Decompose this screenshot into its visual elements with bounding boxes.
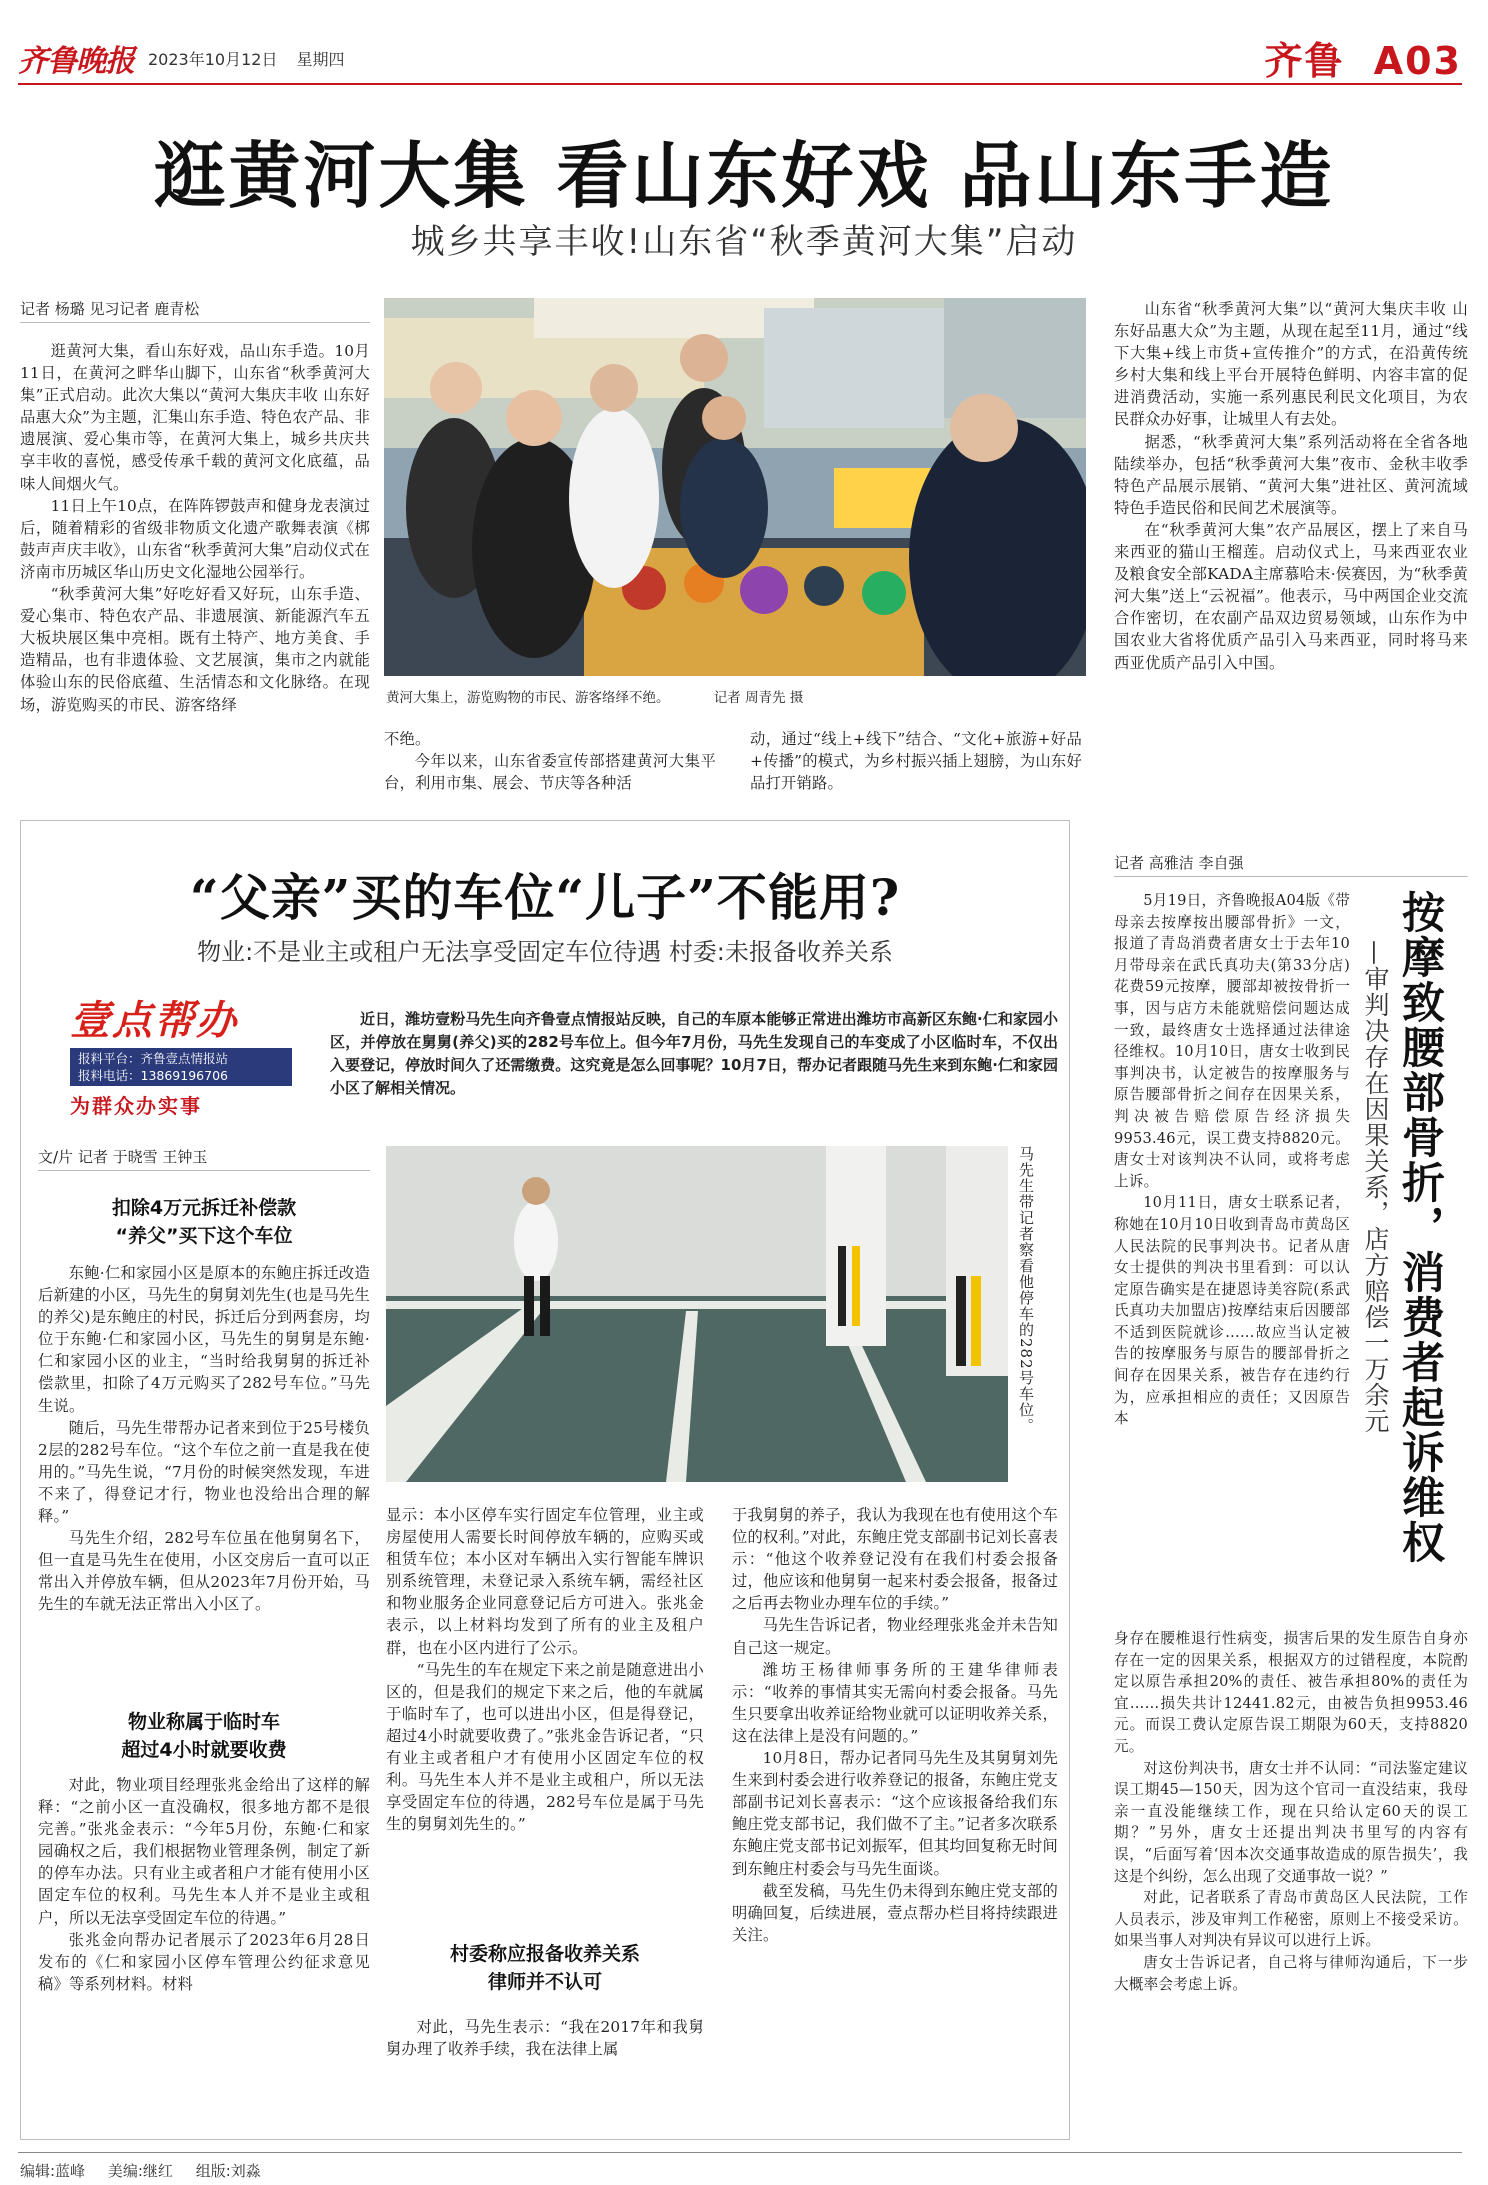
lead-photo-credit: 记者 周青先 摄 bbox=[713, 690, 804, 706]
parking-col2 bbox=[386, 1504, 704, 1835]
parking-sub1-line1: 扣除4万元拆迁补偿款 bbox=[111, 1197, 297, 1219]
massage-narrow bbox=[1114, 890, 1350, 1430]
parking-sub2-line2: 超过4小时就要收费 bbox=[121, 1739, 287, 1761]
footer-credits bbox=[20, 2160, 261, 2181]
parking-sub1 bbox=[38, 1194, 370, 1250]
lead-col1-p2: 11日上午10点，在阵阵锣鼓声和健身龙表演过后，随着精彩的省级非物质文化遗产歌舞表演《梆鼓声声庆丰收》，山东省“秋季黄河大集”启动仪式在济南市历城区华山历史文化湿地公园举行。 bbox=[20, 496, 370, 581]
parking-col2b-p1: 对此，马先生表示：“我在2017年和我舅舅办理了收养手续，我在法律上属 bbox=[386, 2018, 704, 2059]
masthead-date bbox=[148, 47, 345, 70]
parking-photo bbox=[386, 1146, 1008, 1482]
lead-col2-p1: 不绝。 bbox=[384, 730, 431, 748]
massage-narrow-p2: 10月11日，唐女士联系记者，称她在10月10日收到青岛市黄岛区人民法院的民事判决书。记者从唐女士提供的判决书里看到：可以认定原告确实是在捷恩诗美容院(系武氏真功夫加盟店)按摩结束后因腰部不适到医院就诊……故应当认定被告的按摩服务与原告的腰部骨折之间存在因果关系，被告存在违约行为，应承担相应的责任；又因原告本 bbox=[1114, 1194, 1350, 1428]
lead-col4 bbox=[1114, 298, 1468, 674]
parking-sub2 bbox=[38, 1708, 370, 1764]
parking-col3-p4: 10月8日，帮办记者同马先生及其舅舅刘先生来到村委会进行收养登记的报备，东鲍庄党支部副书记刘长喜表示：“这个应该报备给我们东鲍庄党支部书记，我们做不了主。”记者多次联系东鲍庄党支部书记刘振军，但其均回复称无时间到东鲍庄村委会与马先生面谈。 bbox=[732, 1749, 1058, 1878]
parking-sub3-line1: 村委称应报备收养关系 bbox=[449, 1943, 640, 1965]
massage-byline: 记者 高雅洁 李自强 bbox=[1114, 854, 1244, 872]
bangban-report-platform: 报料平台：齐鲁壹点情报站 bbox=[78, 1051, 229, 1066]
parking-sub3-line2: 律师并不认可 bbox=[487, 1971, 602, 1993]
page-number: A03 bbox=[1373, 39, 1462, 83]
section-name: 齐鲁 bbox=[1264, 39, 1345, 83]
massage-wide-p3: 对此，记者联系了青岛市黄岛区人民法院，工作人员表示，涉及审判工作秘密，原则上不接受采访。如果当事人对判决有异议可以进行上诉。 bbox=[1114, 1889, 1468, 1950]
massage-wide-p2: 对这份判决书，唐女士并不认同：“司法鉴定建议误工期45—150天，因为这个官司一直没结束，我母亲一直没能继续工作，现在只给认定60天的误工期？”另外，唐女士还提出判决书里写的内容有误，“后面写着‘因本次交通事故造成的原告损失’，我这是个纠纷，怎么出现了交通事故一说？” bbox=[1114, 1759, 1468, 1885]
parking-col1a-p3: 马先生介绍，282号车位虽在他舅舅名下，但一直是马先生在使用，小区交房后一直可以正常出入并停放车辆，但从2023年7月份开始，马先生的车就无法正常出入小区了。 bbox=[38, 1529, 370, 1614]
parking-col3-p3: 潍坊王杨律师事务所的王建华律师表示：“收养的事情其实无需向村委会报备。马先生只要拿出收养证给物业就可以证明收养关系，这在法律上是没有问题的。” bbox=[732, 1660, 1058, 1745]
parking-headline: “父亲”买的车位“儿子”不能用? bbox=[189, 868, 901, 927]
parking-col1a-p2: 随后，马先生带帮办记者来到位于25号楼负2层的282号车位。“这个车位之前一直是我在使用的。”马先生说，“7月份的时候突然发现，车进不来了，得登记才行，物业也没给出合理的解释。” bbox=[38, 1418, 370, 1526]
footer-editor: 编辑:蓝峰 bbox=[20, 2162, 86, 2180]
lead-col4-p3: 在“秋季黄河大集”农产品展区，摆上了来自马来西亚的猫山王榴莲。启动仪式上，马来西亚农业及粮食安全部KADA主席慕哈末·侯赛因，为“秋季黄河大集”送上“云祝福”。他表示，马中两国企业交流合作密切，在农副产品双边贸易领域，山东作为中国农业大省将优质产品引入马来西亚，同时将马来西亚优质产品引入中国。 bbox=[1114, 520, 1468, 672]
lead-headline: 逛黄河大集 看山东好戏 品山东手造 bbox=[153, 133, 1335, 218]
lead-byline-rule bbox=[20, 322, 370, 323]
massage-wide bbox=[1114, 1628, 1468, 1995]
lead-byline: 记者 杨璐 见习记者 鹿青松 bbox=[20, 300, 200, 318]
lead-col1 bbox=[20, 340, 370, 716]
lead-col1-p1: 逛黄河大集，看山东好戏，品山东手造。10月11日，在黄河之畔华山脚下，山东省“秋季黄河大集”正式启动。此次大集以“黄河大集庆丰收 山东好品惠大众”为主题，汇集山东手造、特色农产品、非遗展演、爱心集市等，在黄河大集上，城乡共庆共享丰收的喜悦，感受传承千载的黄河文化底蕴，品味人间烟火气。 bbox=[20, 342, 370, 493]
lead-col4-p2: 据悉，“秋季黄河大集”系列活动将在全省各地陆续举办，包括“秋季黄河大集”夜市、金秋丰收季特色产品展示展销、“黄河大集”进社区、黄河流域特色手造民俗和民间艺术展演等。 bbox=[1114, 432, 1468, 517]
lead-photo bbox=[384, 298, 1086, 676]
massage-wide-p1: 身存在腰椎退行性病变，损害后果的发生原告自身亦存在一定的因果关系，根据双方的过错程度，本院酌定以原告承担20%的责任、被告承担80%的责任为宜……损失共计12441.82元，由被告负担9953.46元。而误工费认定原告误工期限为60天，支持8820元。 bbox=[1114, 1630, 1468, 1755]
lead-col3 bbox=[750, 728, 1082, 794]
massage-byline-rule bbox=[1114, 876, 1468, 877]
lead-col1-p3: “秋季黄河大集”好吃好看又好玩，山东手造、爱心集市、特色农产品、非遗展演、新能源汽车五大板块展区集中亮相。既有土特产、地方美食、手造精品，也有非遗体验、文艺展演，集市之内就能体验山东的民俗底蕴、生活情态和文化脉络。在现场，游览购买的市民、游客络绎 bbox=[20, 585, 370, 714]
bangban-slogan: 为群众办实事 bbox=[70, 1094, 202, 1118]
parking-col1a-p1: 东鲍·仁和家园小区是原本的东鲍庄拆迁改造后新建的小区，马先生的舅舅刘先生(也是马先生的养父)是东鲍庄的村民，拆迁后分到两套房，均位于东鲍·仁和家园小区，马先生的舅舅是东鲍·仁和家园小区的业主，“当时给我舅舅的拆迁补偿款里，扣除了4万元购买了282号车位。”马先生说。 bbox=[38, 1264, 370, 1415]
parking-byline-rule bbox=[38, 1170, 370, 1171]
lead-col2-p2: 今年以来，山东省委宣传部搭建黄河大集平台，利用市集、展会、节庆等各种活 bbox=[384, 752, 716, 793]
bangban-logo bbox=[70, 998, 310, 1126]
bangban-logo-banner bbox=[70, 1048, 292, 1086]
parking-sub1-line2: “养父”买下这个车位 bbox=[115, 1225, 293, 1247]
footer-layout: 组版:刘淼 bbox=[195, 2162, 261, 2180]
parking-sub3 bbox=[386, 1940, 704, 1996]
lead-col3-p1: 动，通过“线上+线下”结合、“文化+旅游+好品+传播”的模式，为乡村振兴插上翅膀，为山东好品打开销路。 bbox=[750, 730, 1082, 793]
parking-col3-p1: 于我舅舅的养子，我认为我现在也有使用这个车位的权利。”对此，东鲍庄党支部副书记刘长喜表示：“他这个收养登记没有在我们村委会报备过，他应该和他舅舅一起来村委会报备，报备过之后再去物业办理车位的手续。” bbox=[732, 1506, 1058, 1613]
parking-byline: 文/片 记者 于晓雪 王钟玉 bbox=[38, 1148, 208, 1166]
lead-col2 bbox=[384, 728, 716, 794]
parking-col3-p5: 截至发稿，马先生仍未得到东鲍庄党支部的明确回复，后续进展，壹点帮办栏目将持续跟进关注。 bbox=[732, 1881, 1058, 1944]
parking-intro: 近日，潍坊壹粉马先生向齐鲁壹点情报站反映，自己的车原本能够正常进出潍坊市高新区东鲍·仁和家园小区，并停放在舅舅(养父)买的282号车位上。但今年7月份，马先生发现自己的车变成了小区临时车，不仅出入要登记，停放时间久了还需缴费。这究竟是怎么回事呢？10月7日，帮办记者跟随马先生来到东鲍·仁和家园小区了解相关情况。 bbox=[330, 1010, 1058, 1097]
footer-art-editor: 美编:继红 bbox=[107, 2162, 173, 2180]
section-label bbox=[1264, 30, 1462, 85]
lead-photo-caption bbox=[386, 686, 1086, 706]
parking-photo-caption: 马先生带记者察看他停车的282号车位。 bbox=[1017, 1146, 1035, 1434]
parking-col1b bbox=[38, 1774, 370, 1995]
parking-col2-p1: 显示：本小区停车实行固定车位管理，业主或房屋使用人需要长时间停放车辆的，应购买或租赁车位；本小区对车辆出入实行智能车牌识别系统管理，未登记录入系统车辆，需经社区和物业服务企业同意登记后方可进入。张兆金表示，以上材料均发到了所有的业主及租户群，也在小区内进行了公示。 bbox=[386, 1506, 704, 1657]
parking-col3-p2: 马先生告诉记者，物业经理张兆金并未告知自己这一规定。 bbox=[732, 1616, 1058, 1657]
lead-col4-p1: 山东省“秋季黄河大集”以“黄河大集庆丰收 山东好品惠大众”为主题，从现在起至11月，通过“线下大集+线上市货+宣传推介”的方式，在沿黄传统乡村大集和线上平台开展特色鲜明、内容丰富的促进消费活动，实施一系列惠民利民文化项目，为农民群众办好事，让城里人有去处。 bbox=[1114, 300, 1468, 429]
parking-col2-p2: “马先生的车在规定下来之前是随意进出小区的，但是我们的规定下来之后，他的车就属于临时车了，也可以进出小区，但是得登记，超过4小时就要收费了。”张兆金告诉记者，“只有业主或者租户才有使用小区固定车位的权利。马先生本人并不是业主或租户，所以无法享受固定车位的待遇，282号车位是属于马先生的舅舅刘先生的。” bbox=[386, 1660, 704, 1834]
footer-rule bbox=[18, 2152, 1462, 2153]
parking-col1b-p1: 对此，物业项目经理张兆金给出了这样的解释：“之前小区一直没确权，很多地方都不是很完善。”张兆金表示：“今年5月份，东鲍·仁和家园确权之后，我们根据物业管理条例，制定了新的停车办法。只有业主或者租户才能有使用小区固定车位的权利。马先生本人并不是业主或租户，所以无法享受固定车位的待遇。” bbox=[38, 1776, 370, 1927]
masthead-rule bbox=[18, 83, 1462, 85]
parking-subtitle: 物业:不是业主或租户无法享受固定车位待遇 村委:未报备收养关系 bbox=[197, 938, 893, 966]
massage-title: 按摩致腰部骨折，消费者起诉维权 bbox=[1395, 890, 1445, 1565]
lead-caption-text: 黄河大集上，游览购物的市民、游客络绎不绝。 bbox=[386, 690, 670, 706]
bangban-logo-title: 壹点帮办 bbox=[70, 998, 238, 1044]
masthead-logo: 齐鲁晚报 bbox=[18, 44, 134, 79]
massage-subtitle: —审判决存在因果关系，店方赔偿一万余元 bbox=[1361, 940, 1390, 1434]
parking-garage-image bbox=[386, 1146, 1008, 1482]
parking-col1b-p2: 张兆金向帮办记者展示了2023年6月28日发布的《仁和家园小区停车管理公约征求意见稿》等系列材料。材料 bbox=[38, 1930, 370, 1993]
bangban-report-phone: 报料电话：13869196706 bbox=[78, 1068, 228, 1083]
parking-sub2-line1: 物业称属于临时车 bbox=[127, 1711, 280, 1733]
parking-col3 bbox=[732, 1504, 1058, 1946]
issue-weekday: 星期四 bbox=[296, 50, 345, 69]
parking-col1a bbox=[38, 1262, 370, 1616]
market-scene-image bbox=[384, 298, 1086, 676]
lead-subtitle: 城乡共享丰收!山东省“秋季黄河大集”启动 bbox=[410, 222, 1078, 262]
massage-narrow-p1: 5月19日，齐鲁晚报A04版《带母亲去按摩按出腰部骨折》一文，报道了青岛消费者唐女士于去年10月带母亲在武氏真功夫(第33分店)花费59元按摩，腰部却被按骨折一事，因与店方未能就赔偿问题达成一致，最终唐女士选择通过法律途径维权。10月10日，唐女士收到民事判决书，认定被告的按摩服务与原告腰部骨折之间存在因果关系，判决被告赔偿原告经济损失9953.46元，误工费支持8820元。唐女士对该判决不认同，或将考虑上诉。 bbox=[1114, 892, 1350, 1190]
massage-wide-p4: 唐女士告诉记者，自己将与律师沟通后，下一步大概率会考虑上诉。 bbox=[1114, 1953, 1468, 1993]
parking-col2b bbox=[386, 2016, 704, 2060]
issue-date: 2023年10月12日 bbox=[148, 50, 278, 69]
